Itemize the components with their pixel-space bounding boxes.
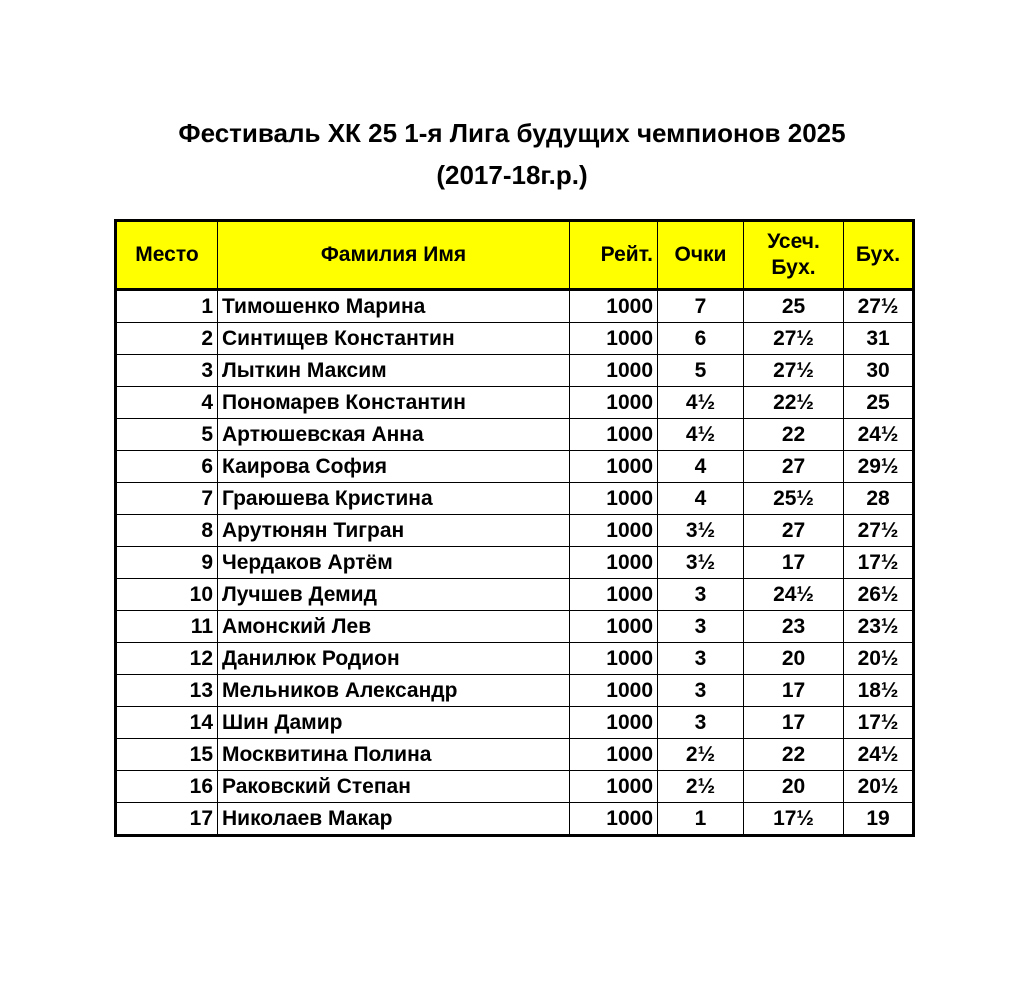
table-row <box>116 355 914 387</box>
cell-buchholz: 23½ <box>844 611 914 643</box>
cell-cut-buchholz: 23 <box>744 611 844 643</box>
header-points: Очки <box>658 221 744 290</box>
cell-buchholz: 17½ <box>844 707 914 739</box>
cell-name: Чердаков Артём <box>218 547 570 579</box>
cell-name: Шин Дамир <box>218 707 570 739</box>
cell-name: Граюшева Кристина <box>218 483 570 515</box>
cell-rating: 1000 <box>570 387 658 419</box>
cell-name: Лыткин Максим <box>218 355 570 387</box>
cell-points: 2½ <box>658 739 744 771</box>
cell-cut-buchholz: 20 <box>744 643 844 675</box>
cell-cut-buchholz: 25½ <box>744 483 844 515</box>
cell-buchholz: 17½ <box>844 547 914 579</box>
cell-place: 17 <box>116 803 218 836</box>
cell-cut-buchholz: 22½ <box>744 387 844 419</box>
cell-points: 2½ <box>658 771 744 803</box>
results-table-body <box>116 290 914 836</box>
cell-buchholz: 25 <box>844 387 914 419</box>
cell-points: 4½ <box>658 387 744 419</box>
cell-rating: 1000 <box>570 451 658 483</box>
cell-cut-buchholz: 17 <box>744 547 844 579</box>
cell-place: 11 <box>116 611 218 643</box>
table-row <box>116 675 914 707</box>
cell-buchholz: 30 <box>844 355 914 387</box>
cell-points: 4½ <box>658 419 744 451</box>
cell-rating: 1000 <box>570 771 658 803</box>
cell-place: 9 <box>116 547 218 579</box>
cell-points: 1 <box>658 803 744 836</box>
table-row <box>116 579 914 611</box>
cell-cut-buchholz: 17½ <box>744 803 844 836</box>
cell-points: 3½ <box>658 515 744 547</box>
table-row <box>116 483 914 515</box>
results-table <box>114 219 915 837</box>
cell-buchholz: 29½ <box>844 451 914 483</box>
cell-name: Лучшев Демид <box>218 579 570 611</box>
cell-rating: 1000 <box>570 355 658 387</box>
cell-points: 4 <box>658 451 744 483</box>
header-name: Фамилия Имя <box>218 221 570 290</box>
header-rating: Рейт. <box>570 221 658 290</box>
cell-points: 3 <box>658 611 744 643</box>
cell-rating: 1000 <box>570 323 658 355</box>
cell-rating: 1000 <box>570 739 658 771</box>
table-row <box>116 451 914 483</box>
cell-rating: 1000 <box>570 643 658 675</box>
cell-cut-buchholz: 25 <box>744 290 844 323</box>
cell-buchholz: 26½ <box>844 579 914 611</box>
cell-points: 6 <box>658 323 744 355</box>
cell-name: Артюшевская Анна <box>218 419 570 451</box>
cell-name: Синтищев Константин <box>218 323 570 355</box>
table-row <box>116 323 914 355</box>
header-place: Место <box>116 221 218 290</box>
cell-cut-buchholz: 27½ <box>744 355 844 387</box>
table-row <box>116 515 914 547</box>
cell-rating: 1000 <box>570 515 658 547</box>
cell-place: 4 <box>116 387 218 419</box>
header-cut-buchholz-line-2: Бух. <box>771 256 816 279</box>
cell-place: 3 <box>116 355 218 387</box>
cell-cut-buchholz: 22 <box>744 419 844 451</box>
cell-buchholz: 24½ <box>844 419 914 451</box>
cell-points: 5 <box>658 355 744 387</box>
table-row <box>116 547 914 579</box>
cell-buchholz: 20½ <box>844 771 914 803</box>
cell-rating: 1000 <box>570 290 658 323</box>
cell-rating: 1000 <box>570 675 658 707</box>
cell-place: 10 <box>116 579 218 611</box>
results-table-header <box>116 221 914 290</box>
table-row <box>116 803 914 836</box>
table-row <box>116 771 914 803</box>
cell-points: 3 <box>658 707 744 739</box>
title-line-1: Фестиваль ХК 25 1-я Лига будущих чемпионов 2025 <box>178 118 846 148</box>
cell-buchholz: 24½ <box>844 739 914 771</box>
cell-rating: 1000 <box>570 483 658 515</box>
header-row <box>116 221 914 290</box>
cell-place: 13 <box>116 675 218 707</box>
cell-name: Тимошенко Марина <box>218 290 570 323</box>
cell-points: 3 <box>658 643 744 675</box>
cell-cut-buchholz: 27 <box>744 451 844 483</box>
cell-rating: 1000 <box>570 803 658 836</box>
table-row <box>116 739 914 771</box>
cell-points: 7 <box>658 290 744 323</box>
table-row <box>116 419 914 451</box>
cell-rating: 1000 <box>570 579 658 611</box>
cell-buchholz: 20½ <box>844 643 914 675</box>
cell-points: 3½ <box>658 547 744 579</box>
cell-name: Пономарев Константин <box>218 387 570 419</box>
cell-rating: 1000 <box>570 419 658 451</box>
cell-place: 1 <box>116 290 218 323</box>
cell-place: 8 <box>116 515 218 547</box>
header-buchholz: Бух. <box>844 221 914 290</box>
cell-place: 6 <box>116 451 218 483</box>
cell-cut-buchholz: 17 <box>744 707 844 739</box>
cell-cut-buchholz: 17 <box>744 675 844 707</box>
cell-cut-buchholz: 20 <box>744 771 844 803</box>
cell-buchholz: 27½ <box>844 515 914 547</box>
header-cut-buchholz <box>744 221 844 290</box>
cell-rating: 1000 <box>570 611 658 643</box>
cell-place: 12 <box>116 643 218 675</box>
document-title <box>0 112 1024 196</box>
title-line-2: (2017-18г.р.) <box>436 160 588 190</box>
cell-cut-buchholz: 24½ <box>744 579 844 611</box>
table-row <box>116 611 914 643</box>
table-row <box>116 290 914 323</box>
cell-name: Мельников Александр <box>218 675 570 707</box>
cell-buchholz: 27½ <box>844 290 914 323</box>
cell-name: Арутюнян Тигран <box>218 515 570 547</box>
cell-place: 16 <box>116 771 218 803</box>
cell-buchholz: 19 <box>844 803 914 836</box>
cell-buchholz: 18½ <box>844 675 914 707</box>
cell-name: Данилюк Родион <box>218 643 570 675</box>
table-row <box>116 643 914 675</box>
cell-buchholz: 31 <box>844 323 914 355</box>
cell-name: Раковский Степан <box>218 771 570 803</box>
cell-name: Москвитина Полина <box>218 739 570 771</box>
table-row <box>116 707 914 739</box>
header-cut-buchholz-line-1: Усеч. <box>767 230 820 253</box>
cell-place: 5 <box>116 419 218 451</box>
cell-buchholz: 28 <box>844 483 914 515</box>
cell-name: Каирова София <box>218 451 570 483</box>
table-row <box>116 387 914 419</box>
cell-name: Амонский Лев <box>218 611 570 643</box>
cell-cut-buchholz: 27 <box>744 515 844 547</box>
cell-rating: 1000 <box>570 547 658 579</box>
cell-points: 4 <box>658 483 744 515</box>
cell-place: 2 <box>116 323 218 355</box>
cell-name: Николаев Макар <box>218 803 570 836</box>
cell-rating: 1000 <box>570 707 658 739</box>
cell-points: 3 <box>658 579 744 611</box>
cell-place: 15 <box>116 739 218 771</box>
cell-place: 7 <box>116 483 218 515</box>
cell-points: 3 <box>658 675 744 707</box>
cell-cut-buchholz: 27½ <box>744 323 844 355</box>
cell-cut-buchholz: 22 <box>744 739 844 771</box>
cell-place: 14 <box>116 707 218 739</box>
